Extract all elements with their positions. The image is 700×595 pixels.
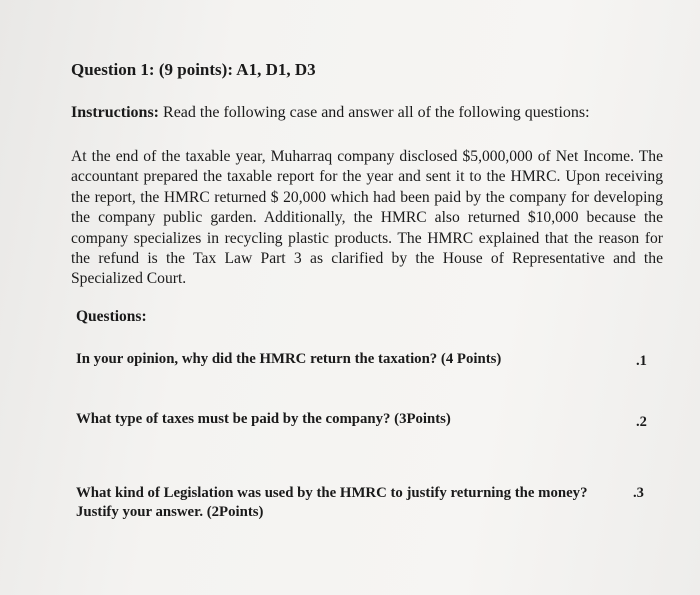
question-3-block bbox=[76, 484, 636, 521]
instructions-label: Instructions: bbox=[71, 104, 160, 121]
case-paragraph: At the end of the taxable year, Muharraq company disclosed $5,000,000 of Net Income. The accountant prepared the taxable report for the year and sent it to the HMRC. Upon receiving the report, the HMRC returned $ 20,000 which had been paid by the company for developing the company public garden. Additionally, the HMRC also returned $10,000 because the company specializes in recycling plastic products. The HMRC explained that the reason for the refund is the Tax Law Part 3 as clarified by the House of Representative and the Specialized Court. bbox=[71, 148, 663, 288]
question-title: Question 1: (9 points): A1, D1, D3 bbox=[71, 60, 316, 79]
instructions-text: Read the following case and answer all of the following questions: bbox=[159, 104, 590, 121]
question-3-number: .3 bbox=[633, 485, 644, 501]
question-3-text: What kind of Legislation was used by the HMRC to justify returning the money? bbox=[76, 485, 588, 501]
question-3-text-line2: Justify your answer. (2Points) bbox=[76, 503, 264, 520]
question-2-text: What type of taxes must be paid by the company? (3Points) bbox=[76, 411, 451, 427]
instructions-line bbox=[71, 104, 590, 122]
questions-heading: Questions: bbox=[76, 308, 147, 325]
question-1-text: In your opinion, why did the HMRC return the taxation? (4 Points) bbox=[76, 351, 502, 367]
question-2-number: .2 bbox=[636, 414, 647, 430]
question-1-number: .1 bbox=[636, 353, 647, 369]
